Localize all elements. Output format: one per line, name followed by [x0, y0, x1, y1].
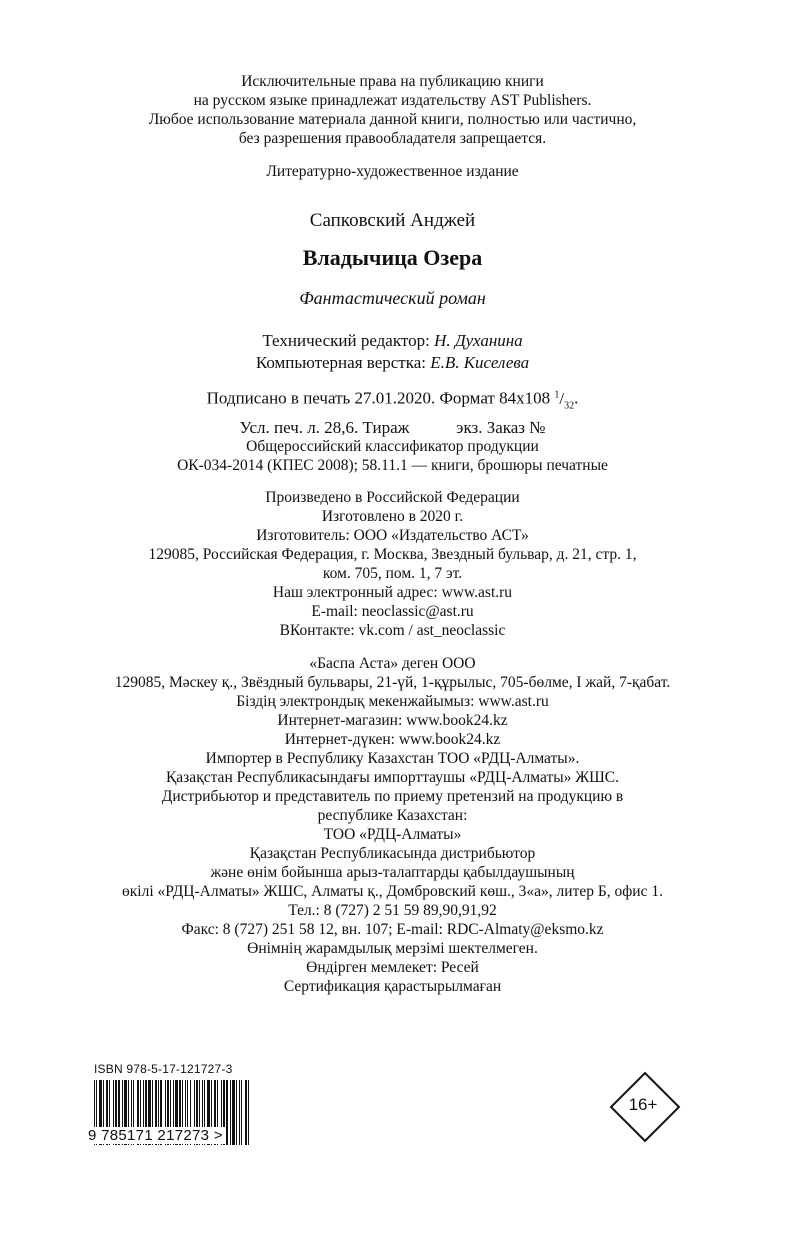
- email-line: E-mail: neoclassic@ast.ru: [311, 603, 474, 620]
- kz-line: 129085, Мәскеу қ., Звёздный бульвары, 21-үй, 1-құрылыс, 705-бөлме, I жай, 7-қабат.: [114, 674, 671, 691]
- barcode-bar: [226, 1080, 228, 1145]
- layout-editor-line: [40, 352, 745, 374]
- kz-line: Біздің электрондық мекенжайымыз: www.ast.ru: [236, 693, 549, 710]
- print-signed-line: Подписано в печать 27.01.2020. Формат 84х108 $^1/_{32}$.: [206, 388, 579, 412]
- isbn-label: ISBN 978-5-17-121727-3: [94, 1062, 233, 1076]
- age-rating-text: 16+: [628, 1095, 658, 1114]
- manufacturer-line: 129085, Российская Федерация, г. Москва, Звездный бульвар, д. 21, стр. 1,: [148, 546, 637, 563]
- manufacturer-line: Изготовлено в 2020 г.: [321, 508, 464, 525]
- vk-line: ВКонтакте: vk.com / ast_neoclassic: [279, 622, 506, 639]
- rights-line: Любое использование материала данной книги, полностью или частично,: [148, 111, 637, 128]
- tech-editor-name: Н. Духанина: [434, 331, 523, 350]
- classifier: Общероссийский классификатор продукции ОК-034-2014 (КПЕС 2008); 58.11.1 — книги, брошюры печатные: [177, 438, 608, 474]
- manufacturer-info: [40, 488, 745, 640]
- rights-line: на русском языке принадлежат издательству AST Publishers.: [193, 92, 592, 109]
- website-line: Наш электронный адрес: www.ast.ru: [272, 584, 513, 601]
- kz-line: Сертификация қарастырылмаған: [283, 978, 502, 995]
- barcode-digits: 9 785171 217273 >: [88, 1127, 223, 1144]
- barcode-bar: [236, 1080, 237, 1145]
- rights-notice: [40, 72, 745, 148]
- barcode-bar: [241, 1080, 242, 1145]
- kz-line: Факс: 8 (727) 251 58 12, вн. 107; E-mail: RDC-Almaty@eksmo.kz: [181, 921, 604, 938]
- print-run-line: Усл. печ. л. 28,6. Тираж экз. Заказ №: [239, 418, 546, 438]
- print-details: [40, 384, 745, 439]
- kz-line: және өнім бойынша арыз-талаптарды қабылдаушының: [210, 864, 575, 881]
- kazakhstan-info: [40, 654, 745, 996]
- barcode-bar: [248, 1080, 249, 1145]
- format-fraction: $^1/_{32}$: [554, 388, 575, 412]
- manufacturer-line: Произведено в Российской Федерации: [265, 489, 520, 506]
- rights-line: без разрешения правообладателя запрещается.: [238, 130, 547, 147]
- layout-editor-label: Компьютерная верстка:: [255, 353, 426, 372]
- kz-line: Дистрибьютор и представитель по приему претензий на продукцию в: [161, 788, 624, 805]
- age-rating-badge: [606, 1068, 680, 1142]
- editors: [40, 330, 745, 374]
- author-name: Сапковский Анджей: [309, 210, 476, 231]
- edition-type: Литературно-художественное издание: [266, 163, 519, 180]
- kz-line: «Баспа Аста» деген ООО: [309, 655, 476, 672]
- kz-line: ТОО «РДЦ-Алматы»: [323, 826, 462, 843]
- layout-editor-name: Е.В. Киселева: [430, 353, 530, 372]
- kz-line: Өнімнің жарамдылық мерзімі шектелмеген.: [247, 940, 538, 957]
- kz-line: Импортер в Республику Казахстан ТОО «РДЦ-Алматы».: [205, 750, 580, 767]
- kz-line: Өндірген мемлекет: Ресей: [306, 959, 479, 976]
- kz-line: Қазақстан Республикасындағы импорттаушы «РДЦ-Алматы» ЖШС.: [165, 769, 620, 786]
- kz-line: Қазақстан Республикасында дистрибьютор: [249, 845, 536, 862]
- kz-line: республике Казахстан:: [317, 807, 468, 824]
- kz-line: Интернет-дүкен: www.book24.kz: [284, 731, 501, 748]
- book-title: Владычица Озера: [302, 245, 483, 270]
- manufacturer-line: ком. 705, пом. 1, 7 эт.: [322, 565, 463, 582]
- manufacturer-line: Изготовитель: ООО «Издательство АСТ»: [256, 527, 529, 544]
- tech-editor-line: [40, 330, 745, 352]
- barcode-bar: [230, 1080, 231, 1145]
- rights-line: Исключительные права на публикацию книги: [241, 73, 544, 90]
- barcode-bar: [232, 1080, 235, 1145]
- genre: Фантастический роман: [299, 288, 486, 308]
- kz-line: Тел.: 8 (727) 2 51 59 89,90,91,92: [288, 902, 497, 919]
- tech-editor-label: Технический редактор:: [262, 331, 430, 350]
- kz-line: Интернет-магазин: www.book24.kz: [277, 712, 508, 729]
- barcode-bar: [239, 1080, 240, 1145]
- barcode-bar: [245, 1080, 247, 1145]
- kz-line: өкілі «РДЦ-Алматы» ЖШС, Алматы қ., Домбровский көш., 3«а», литер Б, офис 1.: [122, 883, 663, 900]
